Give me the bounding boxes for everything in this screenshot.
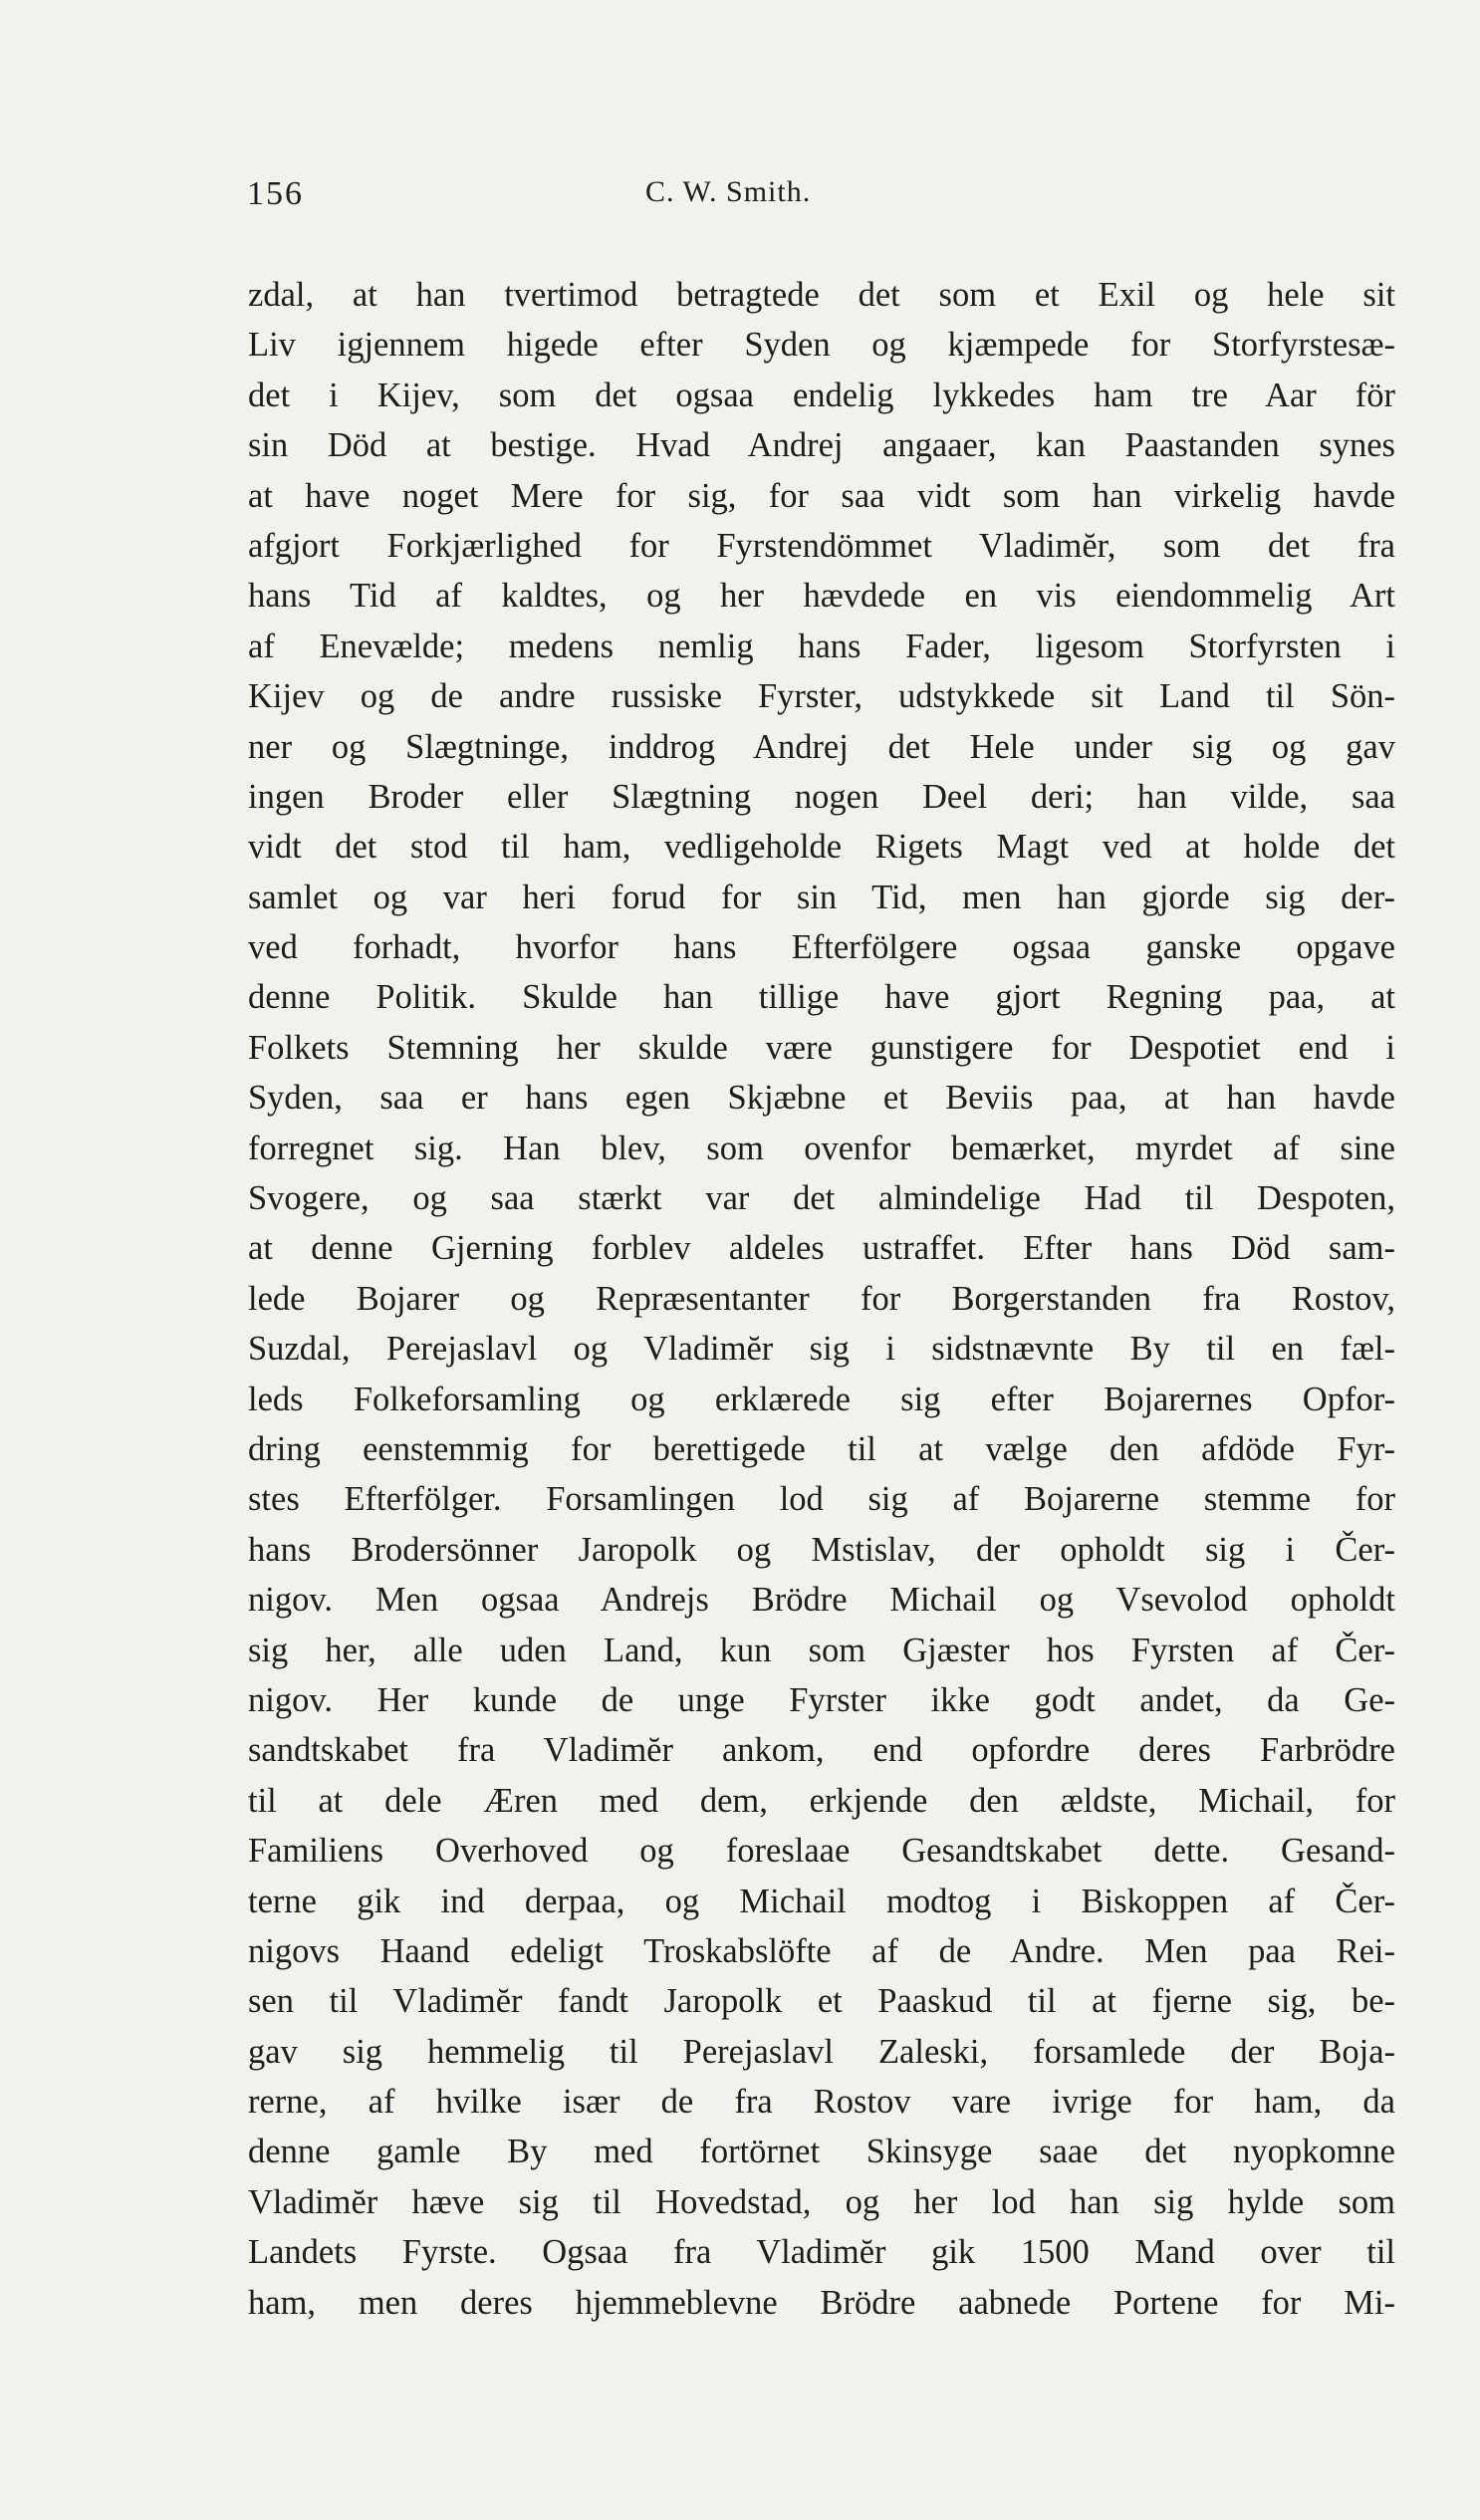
text-line: sandtskabet fra Vladimĕr ankom, end opfordre deres Farbrödre [248, 1731, 1395, 1770]
text-line: Familiens Overhoved og foreslaae Gesandtskabet dette. Gesand- [248, 1832, 1395, 1871]
page-number: 156 [247, 175, 304, 212]
text-line: dring eenstemmig for berettigede til at vælge den afdöde Fyr- [248, 1429, 1395, 1468]
text-line: ham, men deres hjemmeblevne Brödre aabnede Portene for Mi- [248, 2283, 1395, 2322]
body-text [248, 270, 1395, 2328]
text-line: forregnet sig. Han blev, som ovenfor bemærket, myrdet af sine [248, 1129, 1395, 1167]
text-line: ved forhadt, hvorfor hans Efterfölgere ogsaa ganske opgave [248, 928, 1395, 967]
text-line: Kijev og de andre russiske Fyrster, udstykkede sit Land til Sön- [248, 677, 1395, 716]
text-line: nigov. Her kunde de unge Fyrster ikke godt andet, da Ge- [248, 1680, 1395, 1719]
text-line: zdal, at han tvertimod betragtede det som et Exil og hele sit [248, 276, 1395, 314]
text-line: leds Folkeforsamling og erklærede sig efter Bojarernes Opfor- [248, 1380, 1395, 1418]
text-line: Svogere, og saa stærkt var det almindelige Had til Despoten, [248, 1179, 1395, 1218]
text-line: hans Tid af kaldtes, og her hævdede en vis eiendommelig Art [248, 577, 1395, 616]
text-line: til at dele Æren med dem, erkjende den ældste, Michail, for [248, 1781, 1395, 1820]
text-line: hans Brodersönner Jaropolk og Mstislav, der opholdt sig i Čer- [248, 1530, 1395, 1569]
text-line: samlet og var heri forud for sin Tid, men han gjorde sig der- [248, 878, 1395, 916]
text-line: denne Politik. Skulde han tillige have gjort Regning paa, at [248, 978, 1395, 1017]
text-line: at denne Gjerning forblev aldeles ustraffet. Efter hans Död sam- [248, 1229, 1395, 1268]
text-line: sen til Vladimĕr fandt Jaropolk et Paaskud til at fjerne sig, be- [248, 1982, 1395, 2021]
text-line: gav sig hemmelig til Perejaslavl Zaleski, forsamlede der Boja- [248, 2032, 1395, 2071]
text-line: at have noget Mere for sig, for saa vidt som han virkelig havde [248, 476, 1395, 515]
text-line: lede Bojarer og Repræsentanter for Borgerstanden fra Rostov, [248, 1279, 1395, 1318]
running-head [0, 161, 1480, 221]
text-line: vidt det stod til ham, vedligeholde Rigets Magt ved at holde det [248, 828, 1395, 867]
text-line: sin Död at bestige. Hvad Andrej angaaer, kan Paastanden synes [248, 426, 1395, 465]
text-line: ner og Slægtninge, inddrog Andrej det Hele under sig og gav [248, 727, 1395, 766]
text-line: Liv igjennem higede efter Syden og kjæmpede for Storfyrstesæ- [248, 326, 1395, 365]
text-line: af Enevælde; medens nemlig hans Fader, ligesom Storfyrsten i [248, 627, 1395, 665]
text-line: Landets Fyrste. Ogsaa fra Vladimĕr gik 1500 Mand over til [248, 2233, 1395, 2272]
text-line: nigovs Haand edeligt Troskabslöfte af de Andre. Men paa Rei- [248, 1931, 1395, 1970]
text-line: Folkets Stemning her skulde være gunstigere for Despotiet end i [248, 1028, 1395, 1067]
text-line: sig her, alle uden Land, kun som Gjæster hos Fyrsten af Čer- [248, 1631, 1395, 1669]
text-line: ingen Broder eller Slægtning nogen Deel deri; han vilde, saa [248, 777, 1395, 816]
text-line: det i Kijev, som det ogsaa endelig lykkedes ham tre Aar för [248, 376, 1395, 414]
text-line: afgjort Forkjærlighed for Fyrstendömmet Vladimĕr, som det fra [248, 526, 1395, 565]
running-title: C. W. Smith. [645, 175, 812, 208]
text-line: terne gik ind derpaa, og Michail modtog i Biskoppen af Čer- [248, 1882, 1395, 1920]
text-line: nigov. Men ogsaa Andrejs Brödre Michail og Vsevolod opholdt [248, 1581, 1395, 1620]
text-line: stes Efterfölger. Forsamlingen lod sig af Bojarerne stemme for [248, 1480, 1395, 1519]
text-line: Suzdal, Perejaslavl og Vladimĕr sig i sidstnævnte By til en fæl- [248, 1330, 1395, 1369]
text-line: rerne, af hvilke især de fra Rostov vare ivrige for ham, da [248, 2083, 1395, 2122]
text-line: Syden, saa er hans egen Skjæbne et Beviis paa, at han havde [248, 1079, 1395, 1118]
text-line: Vladimĕr hæve sig til Hovedstad, og her lod han sig hylde som [248, 2182, 1395, 2221]
text-line: denne gamle By med fortörnet Skinsyge saae det nyopkomne [248, 2133, 1395, 2171]
